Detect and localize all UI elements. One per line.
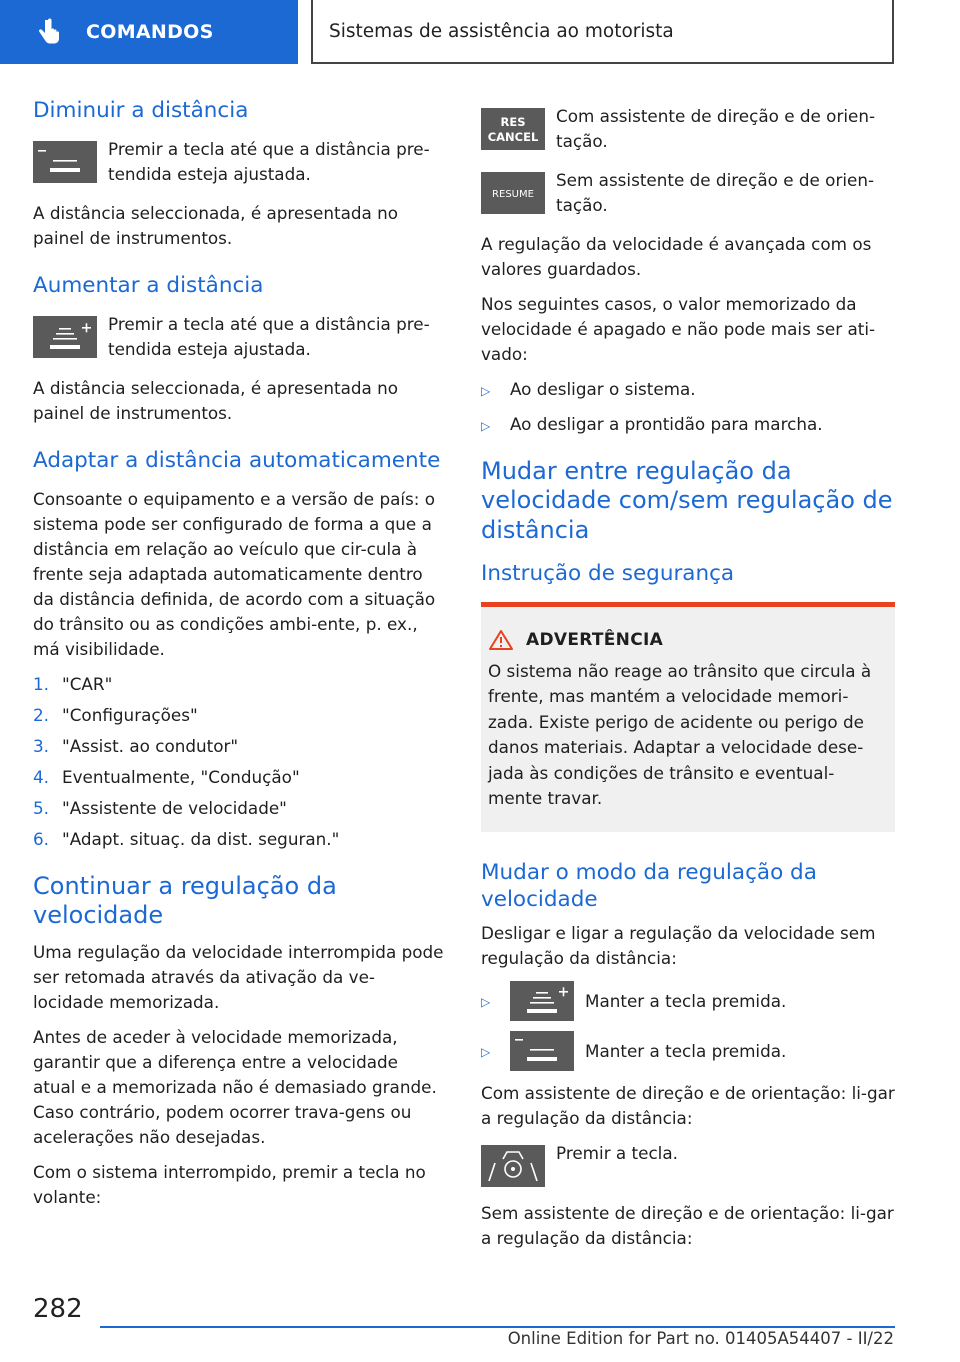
resume-row	[481, 168, 895, 218]
assistant-key-row	[481, 1141, 895, 1187]
heading-mudar-entre: Mudar entre regulação da velocidade com/sem regulação de distância	[481, 457, 893, 544]
distance-decrease-key-icon	[33, 141, 97, 183]
resume-text: Sem assistente de direção e de orien-tação.	[556, 170, 875, 215]
section-title: Sistemas de assistência ao motorista	[329, 21, 674, 42]
diminuir-key-row	[33, 137, 445, 187]
heading-seguranca: Instrução de segurança	[481, 560, 735, 586]
triangle-bullet-icon: ▷	[481, 1044, 491, 1059]
right-paragraph-1: A regulação da velocidade é avançada com os valores guardados.	[481, 234, 872, 279]
res-cancel-text: Com assistente de direção e de orien-tação.	[556, 106, 876, 151]
heading-adaptar: Adaptar a distância automaticamente	[33, 447, 441, 473]
heading-continuar: Continuar a regulação da velocidade	[33, 871, 337, 929]
continuar-paragraph-2: Antes de aceder à velocidade memorizada, garantir que a diferença entre a velocidade atual e a memorizada não é demasiado grande. Caso contrário, podem ocorrer trava-gens ou acelerações não desejadas.	[33, 1027, 437, 1148]
adaptar-paragraph: Consoante o equipamento e a versão de país: o sistema pode ser configurado de forma a que a distância em relação ao veículo que cir-cula à frente seja adaptada automaticamente dentro da distância definida, de acordo com a situação do trânsito ou as condições ambi-ente, p. ex., má visibilidade.	[33, 488, 436, 659]
resume-key-icon	[481, 172, 545, 214]
diminuir-paragraph: A distância seleccionada, é apresentada no painel de instrumentos.	[33, 202, 399, 248]
diminuir-key-text: Premir a tecla até que a distância pre-tendida esteja ajustada.	[108, 138, 430, 184]
page-number: 282	[33, 1294, 83, 1324]
distance-decrease-key-icon	[510, 1031, 574, 1071]
edition-footer: Online Edition for Part no. 01405A54407 - II/22	[507, 1329, 894, 1348]
list-item: 1. "CAR"	[33, 673, 113, 694]
list-item: 2. "Configurações"	[33, 704, 198, 725]
svg-text:RES: RES	[500, 115, 526, 129]
res-cancel-key-icon	[481, 108, 545, 150]
hand-pointer-icon	[36, 18, 62, 48]
warning-triangle-icon	[488, 629, 514, 651]
list-item: 6. "Adapt. situaç. da dist. seguran."	[33, 828, 340, 849]
erase-cases-list	[481, 377, 895, 439]
heading-diminuir: Diminuir a distância	[33, 98, 249, 123]
triangle-bullet-icon: ▷	[481, 384, 491, 398]
list-item: 5. "Assistente de velocidade"	[33, 797, 287, 818]
warning-header	[488, 629, 888, 651]
distance-increase-key-icon	[33, 316, 97, 358]
heading-aumentar: Aumentar a distância	[33, 272, 264, 298]
continuar-paragraph-1: Uma regulação da velocidade interrompida pode ser retomada através da ativação da ve-locidade memorizada.	[33, 942, 444, 1013]
triangle-bullet-icon: ▷	[481, 994, 491, 1009]
list-item: ▷ Manter a tecla premida.	[481, 1031, 895, 1071]
triangle-bullet-icon: ▷	[481, 419, 491, 433]
svg-text:RESUME: RESUME	[492, 189, 534, 200]
aumentar-key-text: Premir a tecla até que a distância pre-tendida esteja ajustada.	[108, 313, 430, 359]
distance-increase-key-icon	[510, 981, 574, 1021]
list-item: 3. "Assist. ao condutor"	[33, 735, 239, 756]
mode-key-list	[481, 981, 895, 1071]
right-paragraph-2: Nos seguintes casos, o valor memorizado da velocidade é apagado e não pode mais ser ati-vado:	[481, 294, 876, 364]
aumentar-key-row	[33, 312, 445, 362]
modo-paragraph: Desligar e ligar a regulação da velocidade sem regulação da distância:	[481, 923, 876, 969]
section-title-box	[311, 0, 894, 64]
warning-text: O sistema não reage ao trânsito que circula à frente, mas mantém a velocidade memori-zada. Existe perigo de acidente ou perigo de danos materiais. Adaptar a velocidade dese-jada às condições de trânsito e eventual-mente travar.	[488, 660, 872, 809]
left-column	[33, 98, 445, 1220]
sem-assistente-paragraph: Sem assistente de direção e de orientação: li-gar a regulação da distância:	[481, 1203, 894, 1249]
section-tab	[0, 0, 298, 64]
footer-divider	[100, 1326, 895, 1328]
aumentar-paragraph: A distância seleccionada, é apresentada no painel de instrumentos.	[33, 377, 399, 423]
com-assistente-paragraph: Com assistente de direção e de orientação: li-gar a regulação da distância:	[481, 1083, 895, 1129]
list-item: ▷ Ao desligar a prontidão para marcha.	[481, 412, 895, 439]
right-column	[481, 98, 895, 1261]
premir-text: Premir a tecla.	[556, 1143, 678, 1164]
list-item: ▷ Ao desligar o sistema.	[481, 377, 895, 404]
list-item: 4. Eventualmente, "Condução"	[33, 766, 300, 787]
svg-text:CANCEL: CANCEL	[487, 130, 539, 144]
warning-box	[481, 602, 895, 832]
driving-assistant-key-icon	[481, 1145, 545, 1187]
adaptar-steps	[33, 672, 445, 852]
warning-title: ADVERTÊNCIA	[526, 629, 664, 650]
continuar-paragraph-3: Com o sistema interrompido, premir a tecla no volante:	[33, 1162, 426, 1208]
list-item: ▷ Manter a tecla premida.	[481, 981, 895, 1021]
section-tab-label: COMANDOS	[86, 21, 214, 43]
res-cancel-row	[481, 104, 895, 154]
heading-mudar-modo: Mudar o modo da regulação da velocidade	[481, 859, 817, 912]
